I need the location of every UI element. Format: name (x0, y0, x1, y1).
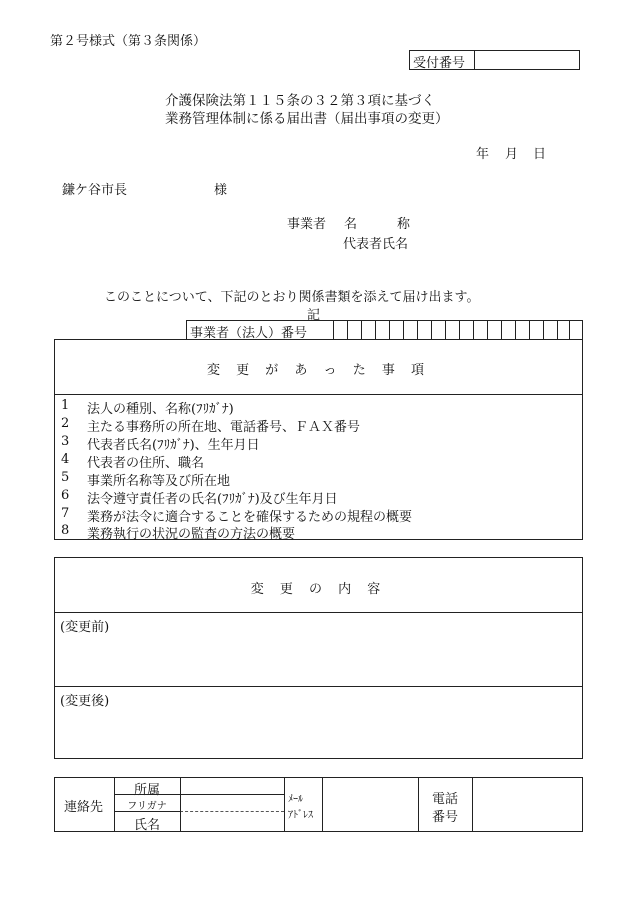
contact-divider (180, 777, 181, 832)
corp-digit-divider (431, 320, 432, 340)
corp-digit-divider (569, 320, 570, 340)
change-item-num: 2 (61, 416, 70, 431)
corp-digit-divider (543, 320, 544, 340)
form-label: 第２号様式（第３条関係） (50, 34, 207, 49)
change-item-num: 3 (61, 434, 70, 449)
affiliation-divider (114, 794, 284, 795)
corp-digit-divider (375, 320, 376, 340)
corp-digit-divider (459, 320, 460, 340)
date-month: 月 (505, 147, 519, 162)
phone-number-field[interactable] (474, 779, 581, 830)
mail-label-line-2: ｱﾄﾞﾚｽ (288, 810, 313, 821)
receipt-number-field[interactable] (476, 51, 578, 68)
mail-label-line-1: ﾒｰﾙ (288, 794, 303, 805)
furigana-label: フリガナ (127, 801, 167, 812)
change-item-text: 代表者氏名(ﾌﾘｶﾞﾅ)、生年月日 (87, 438, 260, 453)
corp-digit-divider (501, 320, 502, 340)
date-day: 日 (533, 147, 547, 162)
before-content-field[interactable] (56, 634, 581, 684)
contact-divider (472, 777, 473, 832)
name-label-char-2: 称 (397, 217, 411, 232)
statement: このことについて、下記のとおり関係書類を添えて届け出ます。 (104, 290, 480, 305)
phone-label-line-2: 番号 (431, 810, 458, 825)
contact-divider (322, 777, 323, 832)
corp-digit-divider (487, 320, 488, 340)
furigana-divider (114, 811, 180, 812)
corp-digit-divider (347, 320, 348, 340)
furigana-field[interactable] (182, 796, 282, 810)
contact-label: 連絡先 (64, 800, 104, 815)
title-line-2: 業務管理体制に係る届出書（届出事項の変更） (165, 111, 449, 127)
corp-digit-divider (557, 320, 558, 340)
change-item-num: 1 (61, 398, 70, 413)
date-year: 年 (476, 147, 490, 162)
mail-address-field[interactable] (324, 779, 416, 830)
affiliation-label: 所属 (133, 783, 160, 798)
change-item-text: 法令遵守責任者の氏名(ﾌﾘｶﾞﾅ)及び生年月日 (87, 492, 338, 507)
corp-digit-divider (403, 320, 404, 340)
change-item-num: 6 (61, 488, 70, 503)
name-label: 氏名 (133, 818, 160, 833)
ki-mark: 記 (307, 308, 321, 323)
honorific: 様 (214, 183, 228, 198)
changes-header-divider (54, 394, 583, 395)
change-item-text: 法人の種別、名称(ﾌﾘｶﾞﾅ) (87, 402, 234, 417)
change-item-text: 業務が法令に適合することを確保するための規程の概要 (87, 510, 413, 525)
name-field[interactable] (182, 813, 282, 830)
change-item-num: 4 (61, 452, 70, 467)
change-item-text: 事業所名称等及び所在地 (87, 474, 231, 489)
changes-header: 変 更 が あ っ た 事 項 (207, 363, 430, 378)
title-line-1: 介護保険法第１１５条の３２第３項に基づく (165, 93, 435, 109)
corp-digit-divider (515, 320, 516, 340)
affiliation-field[interactable] (182, 779, 282, 793)
content-header-divider (54, 612, 583, 613)
content-header: 変 更 の 内 容 (250, 582, 387, 597)
change-item-num: 7 (61, 506, 70, 521)
phone-label-line-1: 電話 (431, 792, 458, 807)
change-item-text: 業務執行の状況の監査の方法の概要 (87, 527, 296, 542)
corp-digit-divider (389, 320, 390, 340)
before-label: (変更前) (60, 620, 110, 635)
after-label: (変更後) (60, 694, 110, 709)
corp-number-label: 事業者（法人）番号 (190, 326, 308, 341)
name-label-char-1: 名 (344, 217, 358, 232)
change-item-text: 主たる事務所の所在地、電話番号、ＦＡＸ番号 (87, 420, 361, 435)
receipt-number-label: 受付番号 (413, 56, 466, 71)
contact-divider (284, 777, 285, 832)
addressee: 鎌ケ谷市長 (62, 183, 128, 198)
change-item-num: 8 (61, 523, 70, 538)
representative-label: 代表者氏名 (343, 237, 409, 252)
change-item-num: 5 (61, 470, 70, 485)
corp-digit-divider (529, 320, 530, 340)
before-after-divider (54, 686, 583, 687)
after-content-field[interactable] (56, 708, 581, 756)
furigana-dotted-line (180, 811, 284, 812)
change-item-text: 代表者の住所、職名 (87, 456, 205, 471)
corp-number-divider (333, 320, 334, 340)
receipt-divider (474, 50, 475, 70)
corp-digit-divider (473, 320, 474, 340)
corp-digit-divider (417, 320, 418, 340)
operator-label: 事業者 (287, 217, 327, 232)
corp-digit-divider (445, 320, 446, 340)
corp-digit-divider (361, 320, 362, 340)
